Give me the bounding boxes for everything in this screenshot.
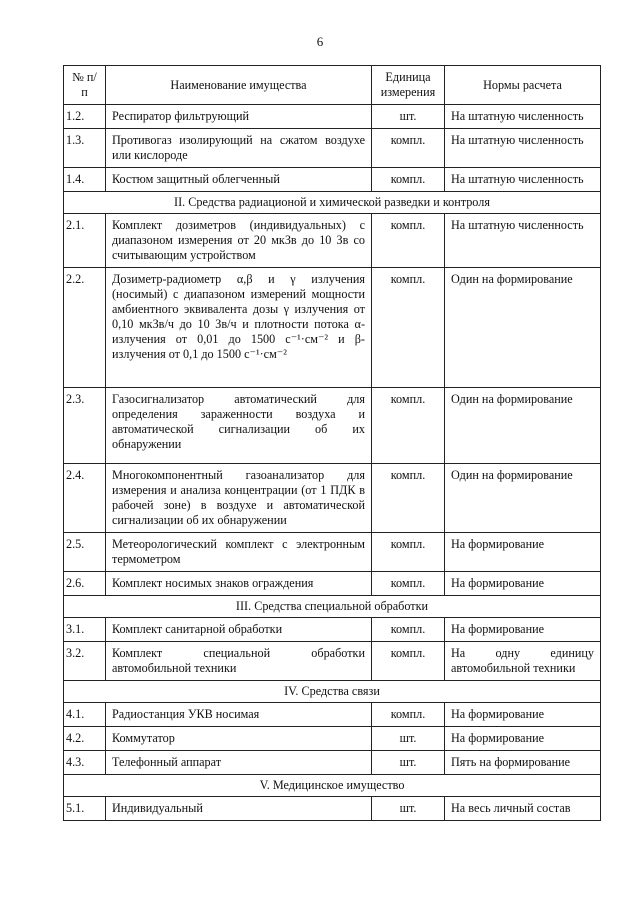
row-number: 3.2. bbox=[64, 642, 106, 681]
unit-of-measure: компл. bbox=[372, 268, 445, 388]
row-number: 4.1. bbox=[64, 703, 106, 727]
calculation-norm: Один на формирование bbox=[445, 388, 601, 464]
row-number: 2.5. bbox=[64, 533, 106, 572]
property-norms-table bbox=[63, 65, 601, 821]
header-num: № п/п bbox=[64, 66, 106, 105]
unit-of-measure: компл. bbox=[372, 703, 445, 727]
page-number: 6 bbox=[316, 34, 324, 49]
calculation-norm: На формирование bbox=[445, 618, 601, 642]
section-row bbox=[64, 775, 601, 797]
table-row bbox=[64, 168, 601, 192]
table-row bbox=[64, 388, 601, 464]
item-name: Коммутатор bbox=[106, 727, 372, 751]
calculation-norm: На формирование bbox=[445, 703, 601, 727]
table-row bbox=[64, 572, 601, 596]
calculation-norm: Пять на формирование bbox=[445, 751, 601, 775]
calculation-norm: На штатную численность bbox=[445, 129, 601, 168]
calculation-norm: На штатную численность bbox=[445, 214, 601, 268]
item-name: Комплект дозиметров (индивидуальных) с диапазоном измерения от 20 мкЗв до 10 Зв со считывающим устройством bbox=[106, 214, 372, 268]
row-number: 4.3. bbox=[64, 751, 106, 775]
table-row bbox=[64, 129, 601, 168]
item-name: Индивидуальный bbox=[106, 797, 372, 821]
table-row bbox=[64, 751, 601, 775]
calculation-norm: На формирование bbox=[445, 572, 601, 596]
item-name: Многокомпонентный газоанализатор для измерения и анализа концентрации (от 1 ПДК в рабочей зоне) в воздухе и автоматической сигнализации об их обнаружении bbox=[106, 464, 372, 533]
row-number: 1.2. bbox=[64, 105, 106, 129]
section-title: IV. Средства связи bbox=[64, 681, 601, 703]
unit-of-measure: компл. bbox=[372, 464, 445, 533]
row-number: 2.3. bbox=[64, 388, 106, 464]
item-name: Дозиметр-радиометр α,β и γ излучения (носимый) с диапазоном измерений мощности амбиентного эквивалента дозы γ излучения от 0,10 мкЗв/ч до 10 Зв/ч и плотности потока α-излучения от 0,01 до 1500 с⁻¹·см⁻² и β-излучения от 0,1 до 1500 с⁻¹·см⁻² bbox=[106, 268, 372, 388]
row-number: 1.3. bbox=[64, 129, 106, 168]
item-name: Противогаз изолирующий на сжатом воздухе или кислороде bbox=[106, 129, 372, 168]
table-row bbox=[64, 214, 601, 268]
table-header-row bbox=[64, 66, 601, 105]
table-row bbox=[64, 268, 601, 388]
row-number: 2.2. bbox=[64, 268, 106, 388]
calculation-norm: На штатную численность bbox=[445, 168, 601, 192]
unit-of-measure: шт. bbox=[372, 727, 445, 751]
section-row bbox=[64, 596, 601, 618]
item-name: Комплект санитарной обработки bbox=[106, 618, 372, 642]
table-row bbox=[64, 464, 601, 533]
item-name: Респиратор фильтрующий bbox=[106, 105, 372, 129]
item-name: Радиостанция УКВ носимая bbox=[106, 703, 372, 727]
calculation-norm: На одну единицу автомобильной техники bbox=[445, 642, 601, 681]
unit-of-measure: компл. bbox=[372, 168, 445, 192]
item-name: Метеорологический комплект с электронным термометром bbox=[106, 533, 372, 572]
header-name: Наименование имущества bbox=[106, 66, 372, 105]
table-row bbox=[64, 703, 601, 727]
calculation-norm: На весь личный состав bbox=[445, 797, 601, 821]
item-name: Комплект носимых знаков ограждения bbox=[106, 572, 372, 596]
calculation-norm: Один на формирование bbox=[445, 268, 601, 388]
unit-of-measure: шт. bbox=[372, 797, 445, 821]
item-name: Телефонный аппарат bbox=[106, 751, 372, 775]
table-row bbox=[64, 618, 601, 642]
row-number: 2.1. bbox=[64, 214, 106, 268]
row-number: 1.4. bbox=[64, 168, 106, 192]
unit-of-measure: шт. bbox=[372, 751, 445, 775]
unit-of-measure: компл. bbox=[372, 572, 445, 596]
unit-of-measure: компл. bbox=[372, 388, 445, 464]
row-number: 5.1. bbox=[64, 797, 106, 821]
section-row bbox=[64, 681, 601, 703]
row-number: 2.4. bbox=[64, 464, 106, 533]
unit-of-measure: компл. bbox=[372, 533, 445, 572]
calculation-norm: На штатную численность bbox=[445, 105, 601, 129]
table-row bbox=[64, 797, 601, 821]
unit-of-measure: компл. bbox=[372, 129, 445, 168]
table-row bbox=[64, 642, 601, 681]
unit-of-measure: шт. bbox=[372, 105, 445, 129]
table-row bbox=[64, 105, 601, 129]
table-row bbox=[64, 533, 601, 572]
section-title: III. Средства специальной обработки bbox=[64, 596, 601, 618]
unit-of-measure: компл. bbox=[372, 618, 445, 642]
item-name: Комплект специальной обработки автомобильной техники bbox=[106, 642, 372, 681]
item-name: Газосигнализатор автоматический для определения зараженности воздуха и автоматической сигнализации об их обнаружении bbox=[106, 388, 372, 464]
item-name: Костюм защитный облегченный bbox=[106, 168, 372, 192]
section-title: II. Средства радиационой и химической разведки и контроля bbox=[64, 192, 601, 214]
table-body bbox=[64, 105, 601, 821]
calculation-norm: На формирование bbox=[445, 727, 601, 751]
table-row bbox=[64, 727, 601, 751]
unit-of-measure: компл. bbox=[372, 642, 445, 681]
row-number: 4.2. bbox=[64, 727, 106, 751]
header-unit: Единица измерения bbox=[372, 66, 445, 105]
row-number: 3.1. bbox=[64, 618, 106, 642]
section-title: V. Медицинское имущество bbox=[64, 775, 601, 797]
header-norm: Нормы расчета bbox=[445, 66, 601, 105]
row-number: 2.6. bbox=[64, 572, 106, 596]
calculation-norm: Один на формирование bbox=[445, 464, 601, 533]
section-row bbox=[64, 192, 601, 214]
unit-of-measure: компл. bbox=[372, 214, 445, 268]
calculation-norm: На формирование bbox=[445, 533, 601, 572]
